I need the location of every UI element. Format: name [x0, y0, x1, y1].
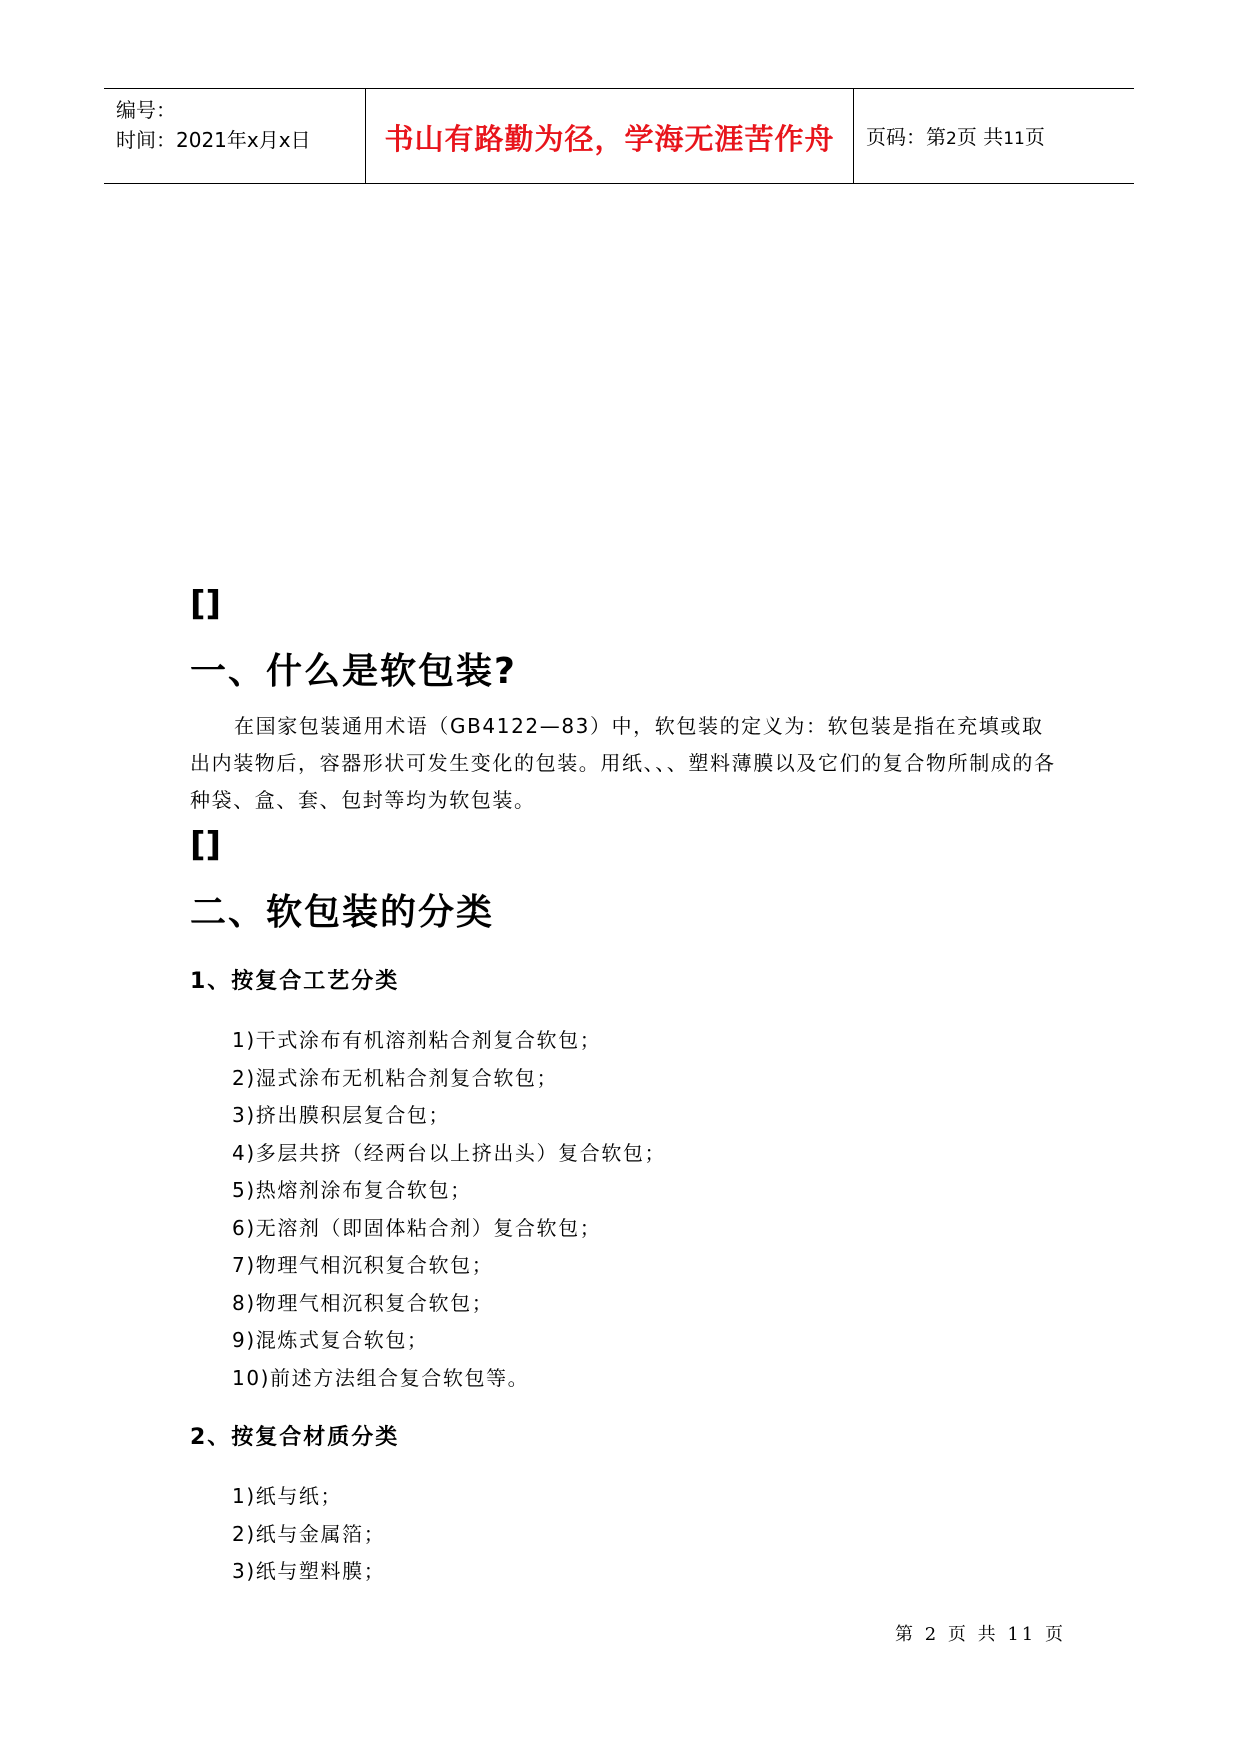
time-label: 时间：2021年x月x日 [116, 128, 311, 152]
header-meta [104, 89, 366, 183]
list-item: 1)干式涂布有机溶剂粘合剂复合软包； [232, 1028, 602, 1052]
list-item: 7)物理气相沉积复合软包； [232, 1253, 494, 1277]
list-item: 9)混炼式复合软包； [232, 1328, 429, 1352]
subsection-2-title: 2、按复合材质分类 [190, 1425, 400, 1450]
list-item: 2)纸与金属箔； [232, 1521, 386, 1546]
page-mid: 页 共 [956, 125, 1004, 149]
list-item: 10)前述方法组合复合软包等。 [232, 1365, 530, 1390]
list-item: 3)挤出膜积层复合包； [232, 1103, 451, 1127]
bracket-mark: [] [190, 584, 222, 624]
page-total: 11 [1003, 129, 1025, 149]
motto: 书山有路勤为径，学海无涯苦作舟 [384, 122, 835, 156]
page-prefix: 页码：第 [866, 125, 946, 149]
section-1-paragraph: 在国家包装通用术语（GB4122—83）中，软包装的定义为：软包装是指在充填或取出内装物后，容器形状可发生变化的包装。用纸、、、塑料薄膜以及它们的复合物所制成的各种袋、盒、套、包封等均为软包装。 [190, 714, 1056, 812]
list-item: 2)湿式涂布无机粘合剂复合软包； [232, 1065, 559, 1090]
subsection-1-list [232, 1022, 666, 1397]
section-1-title: 一、什么是软包装? [190, 651, 517, 692]
subsection-2-list [232, 1478, 385, 1591]
page-footer: 第 2 页 共 11 页 [895, 1624, 1066, 1645]
serial-label: 编号： [116, 98, 176, 122]
bracket-mark: [] [190, 825, 222, 865]
page-suffix: 页 [1024, 125, 1045, 149]
section-2-title: 二、软包装的分类 [190, 892, 495, 933]
header-page-number [866, 121, 1045, 150]
page-current: 2 [946, 129, 957, 149]
list-item: 8)物理气相沉积复合软包； [232, 1290, 494, 1315]
header-page-cell [854, 89, 1134, 183]
list-item: 1)纸与纸； [232, 1484, 343, 1508]
page-header [104, 88, 1134, 184]
list-item: 5)热熔剂涂布复合软包； [232, 1178, 472, 1202]
header-motto-cell [366, 89, 854, 183]
subsection-1-title: 1、按复合工艺分类 [190, 969, 400, 994]
list-item: 4)多层共挤（经两台以上挤出头）复合软包； [232, 1140, 667, 1165]
list-item: 3)纸与塑料膜； [232, 1559, 386, 1583]
list-item: 6)无溶剂（即固体粘合剂）复合软包； [232, 1215, 602, 1240]
